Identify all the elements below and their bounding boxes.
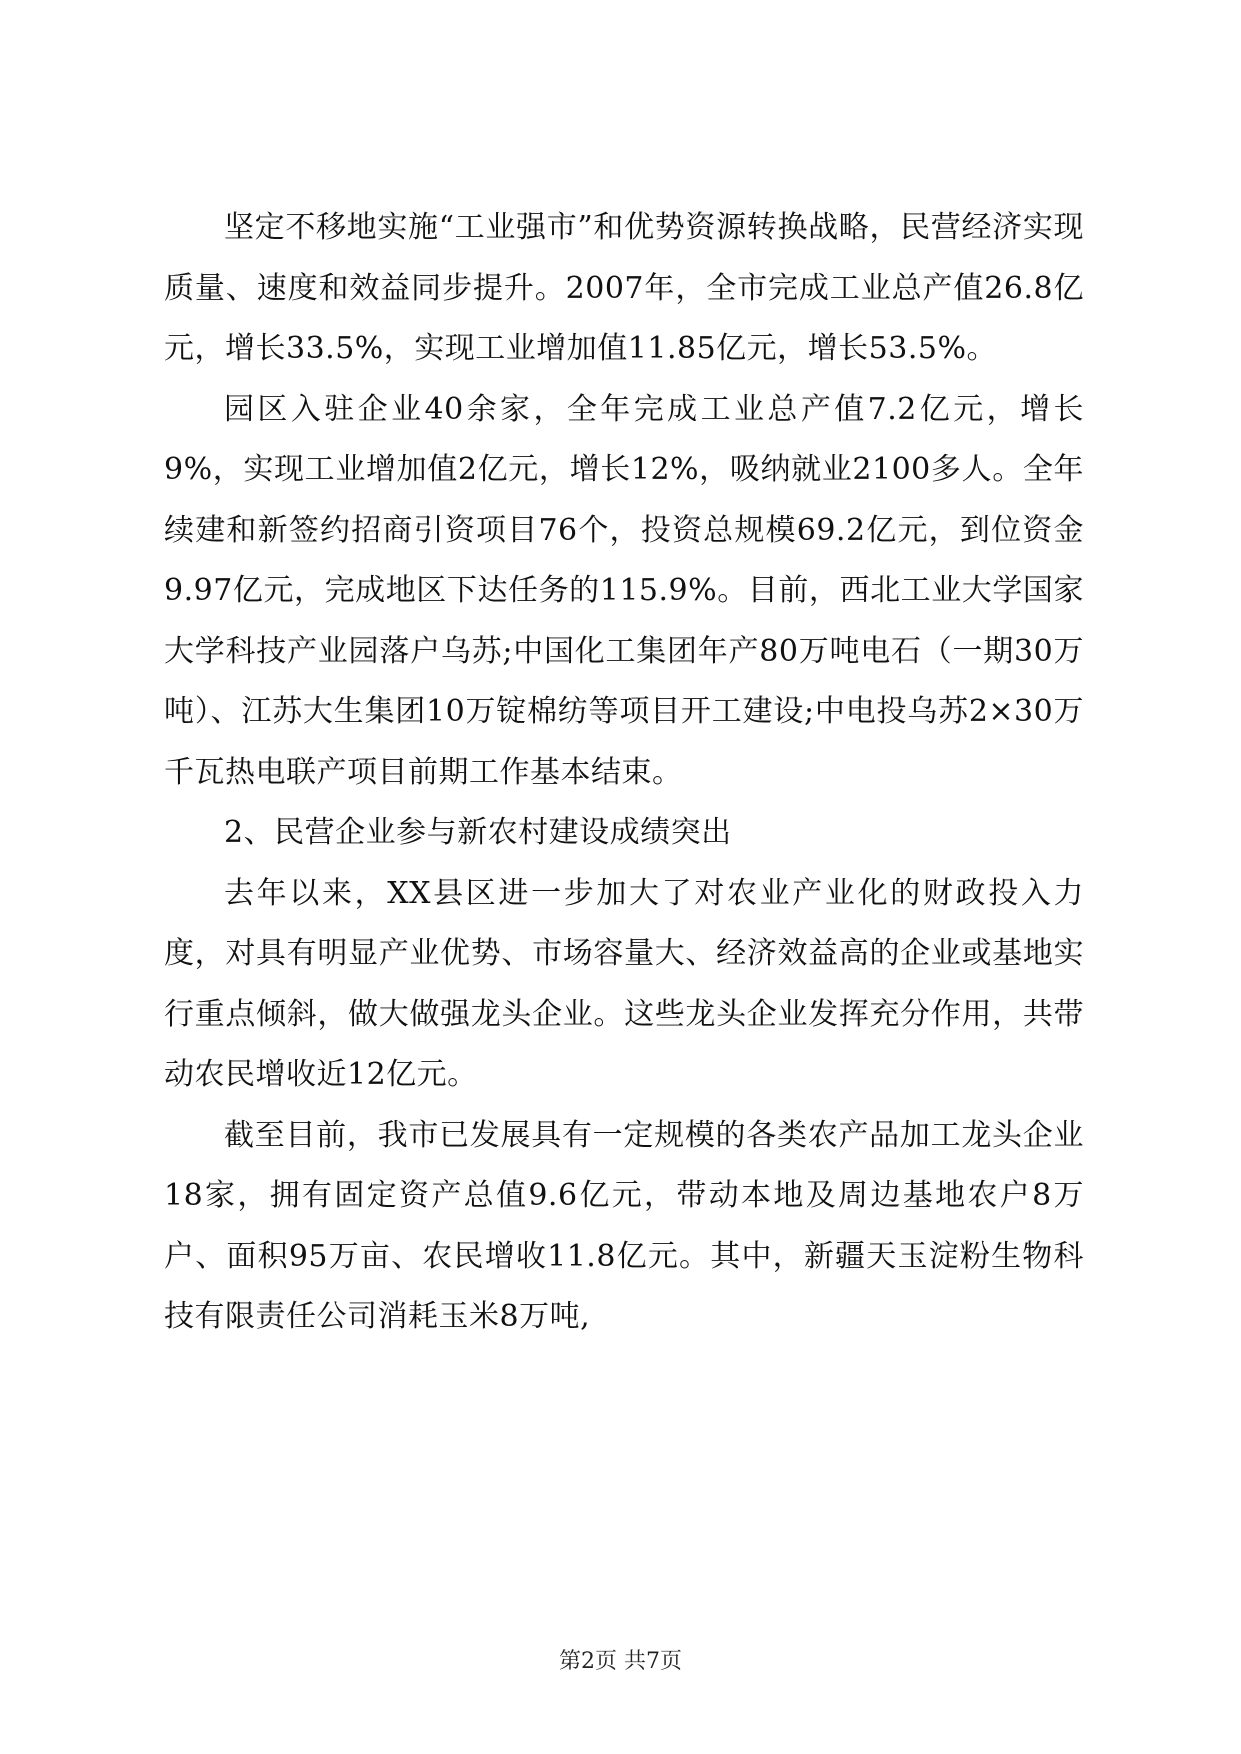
page-number-footer: 第2页 共7页 xyxy=(559,1649,682,1674)
document-body xyxy=(164,198,1084,1348)
paragraph-industry-strategy: 坚定不移地实施“工业强市”和优势资源转换战略，民营经济实现质量、速度和效益同步提升。2007年，全市完成工业总产值26.8亿元，增长33.5%，实现工业增加值11.85亿元，增长53.5%。 xyxy=(164,210,1084,366)
paragraph-leading-enterprises: 截至目前，我市已发展具有一定规模的各类农产品加工龙头企业18家，拥有固定资产总值9.6亿元，带动本地及周边基地农户8万户、面积95万亩、农民增收11.8亿元。其中，新疆天玉淀粉生物科技有限责任公司消耗玉米8万吨, xyxy=(164,1117,1084,1334)
paragraph-industrial-park: 园区入驻企业40余家，全年完成工业总产值7.2亿元，增长9%，实现工业增加值2亿元，增长12%，吸纳就业2100多人。全年续建和新签约招商引资项目76个，投资总规模69.2亿元，到位资金9.97亿元，完成地区下达任务的115.9%。目前，西北工业大学国家大学科技产业园落户乌苏;中国化工集团年产80万吨电石（一期30万吨）、江苏大生集团10万锭棉纺等项目开工建设;中电投乌苏2×30万千瓦热电联产项目前期工作基本结束。 xyxy=(164,391,1084,790)
section-heading: 2、民营企业参与新农村建设成绩突出 xyxy=(224,815,732,850)
paragraph-agricultural-investment: 去年以来，XX县区进一步加大了对农业产业化的财政投入力度，对具有明显产业优势、市场容量大、经济效益高的企业或基地实行重点倾斜，做大做强龙头企业。这些龙头企业发挥充分作用，共带动农民增收近12亿元。 xyxy=(164,875,1084,1092)
